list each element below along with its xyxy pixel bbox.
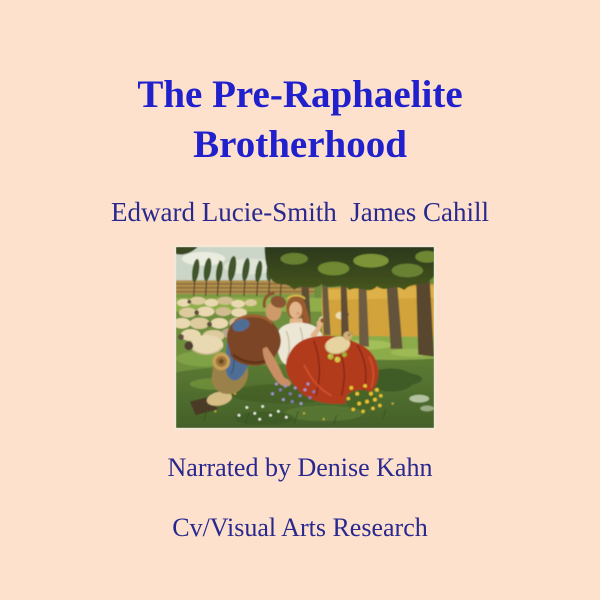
title-line-2: Brotherhood	[193, 123, 407, 166]
cover-title	[0, 70, 600, 170]
title-line-1: The Pre-Raphaelite	[137, 73, 463, 116]
narrator-credit: Narrated by Denise Kahn	[167, 453, 433, 482]
pastoral-painting	[176, 247, 434, 428]
cover-artwork	[174, 245, 436, 430]
authors-line: Edward Lucie-Smith James Cahill	[111, 197, 489, 227]
publisher-credit: Cv/Visual Arts Research	[172, 513, 428, 542]
